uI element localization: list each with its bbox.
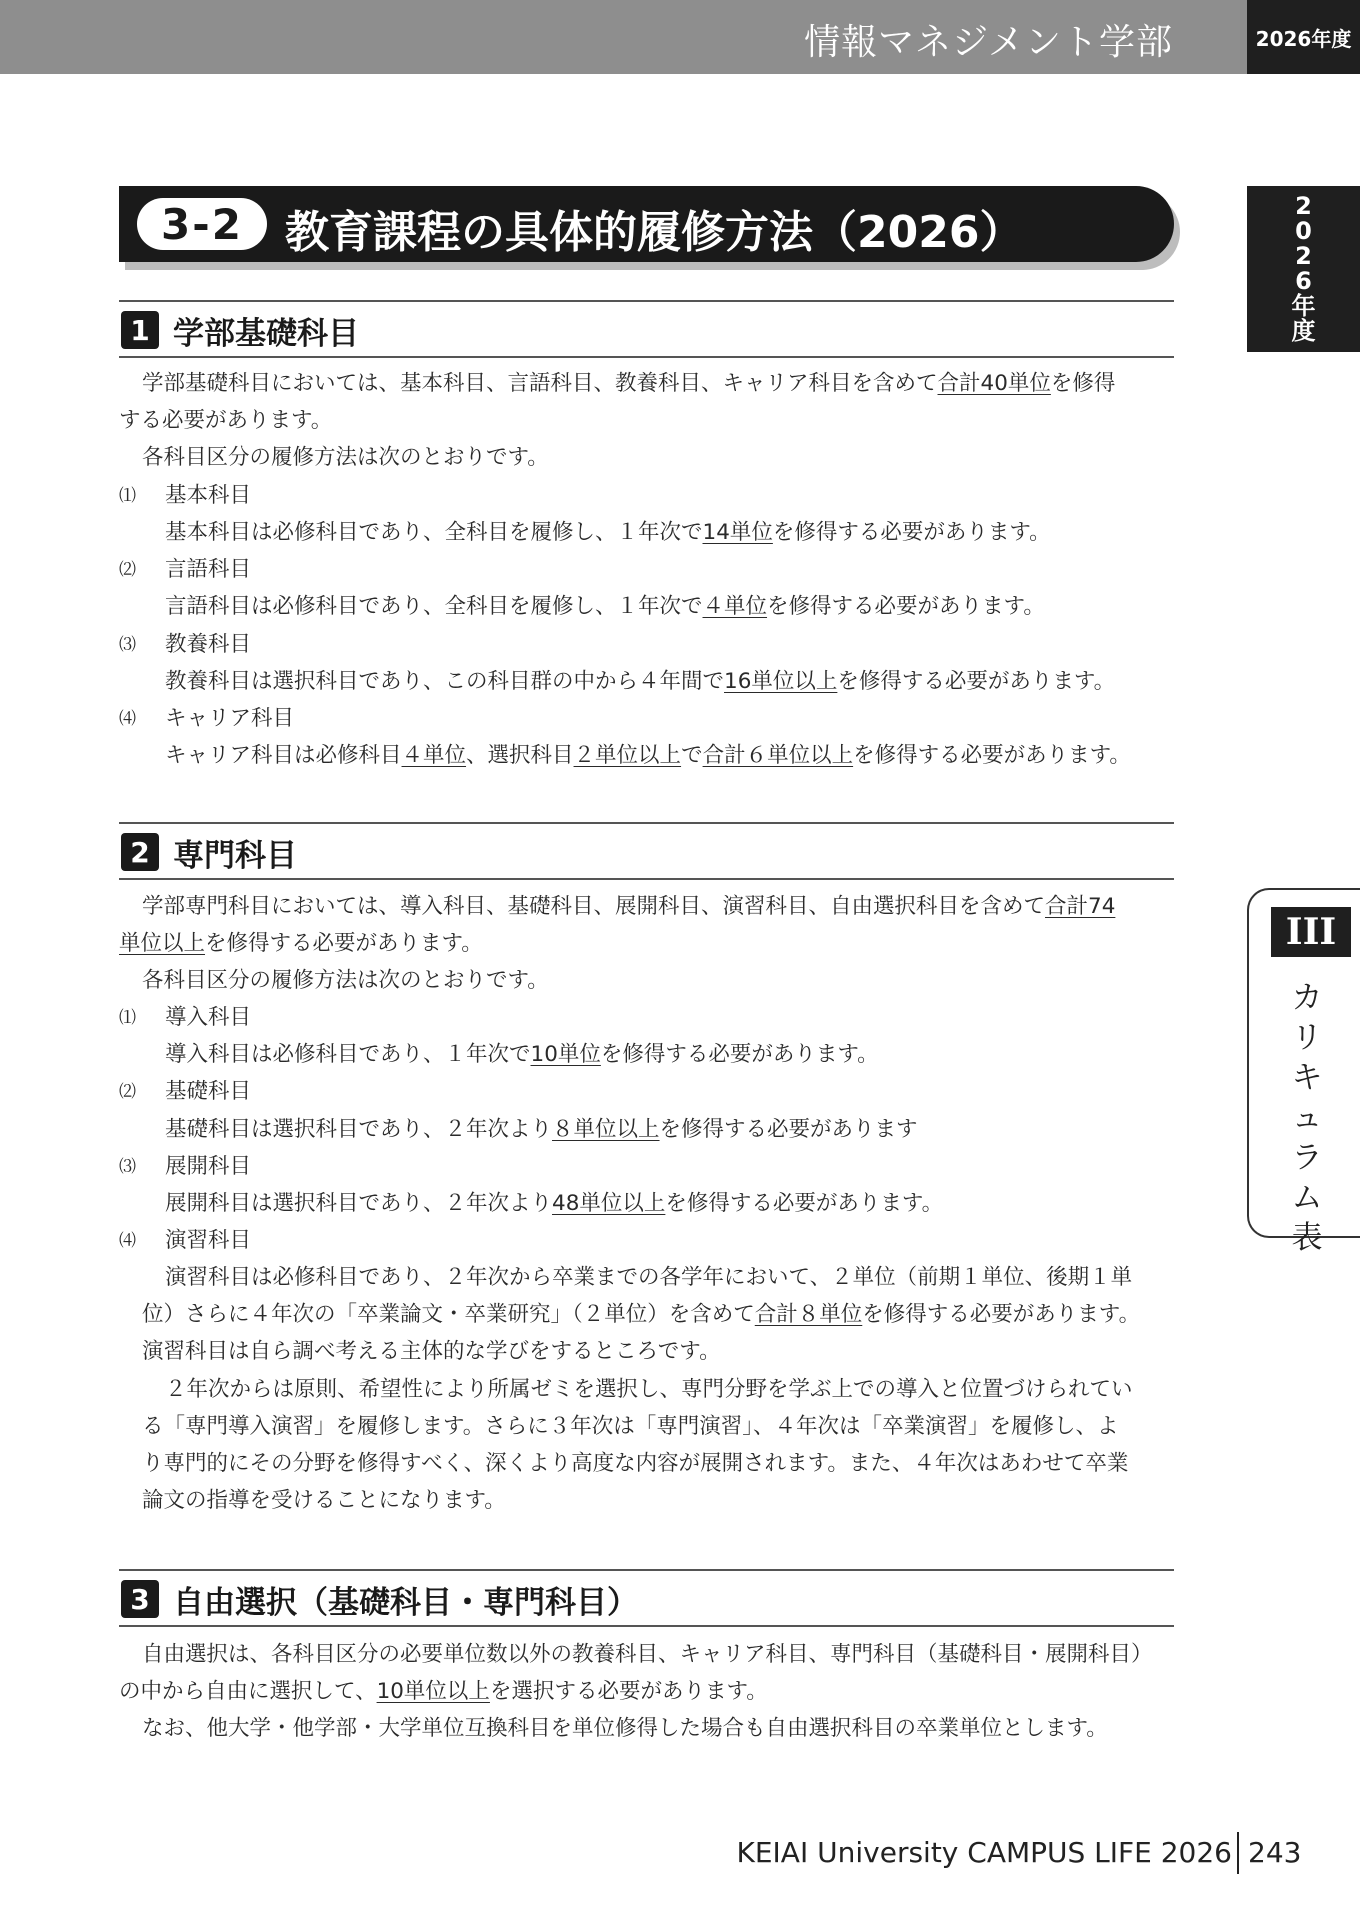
item-title: 基礎科目 [165,1079,252,1104]
page-number: 243 [1248,1836,1302,1869]
item-body: 言語科目は必修科目であり、全科目を履修し、１年次で４単位を修得する必要があります。 [165,594,1045,619]
item-number: ⑶ [119,1157,136,1177]
item-title: 教養科目 [165,632,252,657]
item-title: 言語科目 [165,557,252,582]
item-body: り専門的にその分野を修得すべく、深くより高度な内容が展開されます。また、４年次はあわせて卒業 [142,1451,1129,1476]
item-body: 教養科目は選択科目であり、この科目群の中から４年間で16単位以上を修得する必要があります。 [165,669,1116,694]
side-section-tab [1247,888,1360,1256]
side-year-char: 2 [1295,242,1312,270]
paragraph-line: 自由選択は、各科目区分の必要単位数以外の教養科目、キャリア科目、専門科目（基礎科目・展開科目） [142,1642,1153,1667]
section-title: 自由選択（基礎科目・専門科目） [173,1585,638,1621]
paragraph-line: 各科目区分の履修方法は次のとおりです。 [142,968,549,993]
section-heading [119,300,1174,358]
item-body: 位）さらに４年次の「卒業論文・卒業研究」（２単位）を含めて合計８単位を修得する必要があります。 [142,1302,1141,1327]
item-title: 演習科目 [165,1228,252,1253]
section-number: 2 [121,833,159,871]
paragraph-line: の中から自由に選択して、10単位以上を選択する必要があります。 [119,1679,768,1704]
section-number: 1 [121,311,159,349]
item-body: キャリア科目は必修科目４単位、選択科目２単位以上で合計６単位以上を修得する必要があります。 [165,743,1131,768]
item-title: キャリア科目 [165,706,295,731]
chapter-number: 3-2 [137,198,267,250]
chapter-title: 教育課程の具体的履修方法（2026） [285,207,1024,258]
item-body: 基本科目は必修科目であり、全科目を履修し、１年次で14単位を修得する必要があります。 [165,520,1051,545]
section-title: 専門科目 [173,838,297,874]
paragraph-line: 学部基礎科目においては、基本科目、言語科目、教養科目、キャリア科目を含めて合計40単位を修得 [142,371,1116,396]
paragraph-line: 学部専門科目においては、導入科目、基礎科目、展開科目、演習科目、自由選択科目を含めて合計74 [142,894,1116,919]
side-tab-number: III [1271,907,1351,957]
side-year-char: 6 [1295,267,1312,295]
item-title: 展開科目 [165,1154,252,1179]
item-body: 基礎科目は選択科目であり、２年次より８単位以上を修得する必要があります [165,1117,918,1142]
paragraph-line: する必要があります。 [119,408,333,433]
side-year-char: 2 [1295,192,1312,220]
header-title: 情報マネジメント学部 [804,22,1173,63]
item-body: 演習科目は自ら調べ考える主体的な学びをするところです。 [142,1339,721,1364]
item-body: 論文の指導を受けることになります。 [142,1488,506,1513]
item-number: ⑷ [119,709,136,729]
header-year: 2026年度 [1247,0,1360,74]
footer-text: KEIAI University CAMPUS LIFE 2026 [736,1836,1232,1869]
side-year-char: 0 [1295,217,1312,245]
side-year-char: 年 [1291,292,1316,320]
paragraph-line: なお、他大学・他学部・大学単位互換科目を単位修得した場合も自由選択科目の卒業単位とします。 [142,1716,1108,1741]
item-body: 展開科目は選択科目であり、２年次より48単位以上を修得する必要があります。 [165,1191,944,1216]
item-body: る「専門導入演習」を履修します。さらに３年次は「専門演習」、４年次は「卒業演習」を履修し、よ [142,1414,1119,1439]
paragraph-line: 各科目区分の履修方法は次のとおりです。 [142,445,549,470]
footer-separator [1237,1832,1239,1874]
paragraph-line: 単位以上を修得する必要があります。 [119,931,483,956]
item-body: ２年次からは原則、希望性により所属ゼミを選択し、専門分野を学ぶ上での導入と位置づけられてい [165,1377,1133,1402]
section-number: 3 [121,1580,159,1618]
item-number: ⑵ [119,560,136,580]
item-number: ⑶ [119,635,136,655]
side-year-char: 度 [1291,317,1316,345]
section-heading [119,822,1174,880]
item-body: 演習科目は必修科目であり、２年次から卒業までの各学年において、２単位（前期１単位、後期１単 [165,1265,1133,1290]
item-body: 導入科目は必修科目であり、１年次で10単位を修得する必要があります。 [165,1042,879,1067]
item-title: 基本科目 [165,483,252,508]
section-heading [119,1569,1174,1627]
item-title: 導入科目 [165,1005,252,1030]
side-year-tab [1247,186,1360,352]
item-number: ⑵ [119,1082,136,1102]
item-number: ⑷ [119,1231,136,1251]
section-title: 学部基礎科目 [173,316,359,352]
item-number: ⑴ [119,486,136,506]
item-number: ⑴ [119,1008,136,1028]
side-tab-label: カリキュラム表 [1291,980,1323,1256]
